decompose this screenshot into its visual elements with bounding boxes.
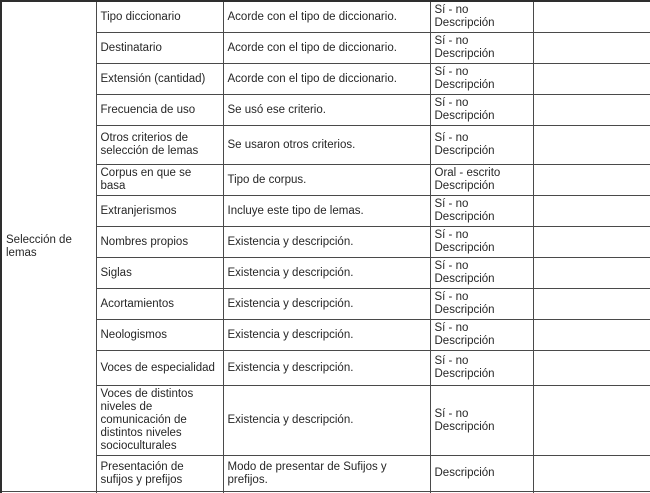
evaluation-line: Sí - no bbox=[434, 407, 469, 420]
criterion-cell: Siglas bbox=[96, 258, 223, 289]
group-label-cell: Selección de lemas bbox=[1, 1, 96, 492]
evaluation-line: Descripción bbox=[434, 335, 495, 347]
criterion-cell: Destinatario bbox=[96, 33, 223, 64]
empty-cell bbox=[533, 196, 650, 227]
table-row bbox=[1, 289, 650, 320]
evaluation-cell bbox=[430, 456, 533, 492]
evaluation-line: Descripción bbox=[434, 180, 495, 192]
criterion-cell: Voces de especialidad bbox=[96, 351, 223, 386]
empty-cell bbox=[533, 258, 650, 289]
table-row bbox=[1, 1, 650, 33]
evaluation-cell bbox=[430, 165, 533, 196]
criterion-cell: Extensión (cantidad) bbox=[96, 64, 223, 95]
evaluation-line: Sí - no bbox=[434, 66, 469, 78]
description-cell: Se usó ese criterio. bbox=[223, 95, 430, 126]
evaluation-line: Descripción bbox=[434, 79, 495, 91]
description-cell: Existencia y descripción. bbox=[223, 320, 430, 351]
table-row bbox=[1, 320, 650, 351]
evaluation-line: Descripción bbox=[434, 304, 495, 316]
description-cell: Existencia y descripción. bbox=[223, 351, 430, 386]
evaluation-cell bbox=[430, 386, 533, 456]
evaluation-line: Sí - no bbox=[434, 260, 469, 272]
evaluation-cell bbox=[430, 95, 533, 126]
criterion-cell: Otros criterios de selección de lemas bbox=[96, 126, 223, 165]
evaluation-cell bbox=[430, 351, 533, 386]
evaluation-line: Sí - no bbox=[434, 291, 469, 303]
table-row bbox=[1, 126, 650, 165]
empty-cell bbox=[533, 165, 650, 196]
evaluation-cell bbox=[430, 320, 533, 351]
criterion-cell: Frecuencia de uso bbox=[96, 95, 223, 126]
evaluation-line: Sí - no bbox=[434, 198, 469, 210]
evaluation-line: Descripción bbox=[434, 242, 495, 254]
evaluation-line: Sí - no bbox=[434, 322, 469, 334]
table-row bbox=[1, 351, 650, 386]
empty-cell bbox=[533, 351, 650, 386]
evaluation-cell bbox=[430, 227, 533, 258]
empty-cell bbox=[533, 456, 650, 492]
evaluation-cell bbox=[430, 196, 533, 227]
criterion-cell: Acortamientos bbox=[96, 289, 223, 320]
evaluation-cell bbox=[430, 64, 533, 95]
evaluation-line: Sí - no bbox=[434, 132, 469, 144]
empty-cell bbox=[533, 227, 650, 258]
description-cell: Acorde con el tipo de diccionario. bbox=[223, 64, 430, 95]
evaluation-line: Descripción bbox=[434, 145, 495, 157]
description-cell: Tipo de corpus. bbox=[223, 165, 430, 196]
criterion-cell: Neologismos bbox=[96, 320, 223, 351]
empty-cell bbox=[533, 64, 650, 95]
evaluation-line: Descripción bbox=[434, 467, 495, 479]
empty-cell bbox=[533, 126, 650, 165]
table-row bbox=[1, 165, 650, 196]
evaluation-line: Sí - no bbox=[434, 229, 469, 241]
evaluation-line: Descripción bbox=[434, 110, 495, 122]
evaluation-line: Descripción bbox=[434, 211, 495, 223]
evaluation-line: Sí - no bbox=[434, 35, 469, 47]
evaluation-cell bbox=[430, 289, 533, 320]
table-row bbox=[1, 64, 650, 95]
evaluation-cell bbox=[430, 33, 533, 64]
description-cell: Existencia y descripción. bbox=[223, 227, 430, 258]
evaluation-line: Descripción bbox=[434, 420, 495, 433]
criterion-cell: Extranjerismos bbox=[96, 196, 223, 227]
description-cell: Acorde con el tipo de diccionario. bbox=[223, 1, 430, 33]
empty-cell bbox=[533, 95, 650, 126]
evaluation-cell bbox=[430, 126, 533, 165]
description-cell: Existencia y descripción. bbox=[223, 289, 430, 320]
evaluation-cell bbox=[430, 258, 533, 289]
table-row bbox=[1, 386, 650, 456]
table-row bbox=[1, 95, 650, 126]
table-row bbox=[1, 196, 650, 227]
criterion-cell: Voces de distintos niveles de comunicación de distintos niveles socioculturales bbox=[96, 386, 223, 456]
evaluation-line: Descripción bbox=[434, 273, 495, 285]
empty-cell bbox=[533, 1, 650, 33]
description-cell: Existencia y descripción. bbox=[223, 386, 430, 456]
evaluation-line: Descripción bbox=[434, 48, 495, 60]
evaluation-line: Sí - no bbox=[434, 97, 469, 109]
evaluation-line: Descripción bbox=[434, 17, 495, 29]
table-row bbox=[1, 33, 650, 64]
description-cell: Incluye este tipo de lemas. bbox=[223, 196, 430, 227]
evaluation-line: Sí - no bbox=[434, 355, 469, 367]
description-cell: Modo de presentar de Sufijos y prefijos. bbox=[223, 456, 430, 492]
table-row bbox=[1, 258, 650, 289]
description-cell: Se usaron otros criterios. bbox=[223, 126, 430, 165]
empty-cell bbox=[533, 320, 650, 351]
criterion-cell: Presentación de sufijos y prefijos bbox=[96, 456, 223, 492]
criterion-cell: Nombres propios bbox=[96, 227, 223, 258]
evaluation-line: Oral - escrito bbox=[434, 167, 501, 179]
evaluation-line: Descripción bbox=[434, 368, 495, 380]
evaluation-cell bbox=[430, 1, 533, 33]
criterion-cell: Tipo diccionario bbox=[96, 1, 223, 33]
evaluation-line: Sí - no bbox=[434, 4, 469, 16]
description-cell: Existencia y descripción. bbox=[223, 258, 430, 289]
description-cell: Acorde con el tipo de diccionario. bbox=[223, 33, 430, 64]
table-row bbox=[1, 227, 650, 258]
empty-cell bbox=[533, 33, 650, 64]
table-row bbox=[1, 456, 650, 492]
empty-cell bbox=[533, 386, 650, 456]
empty-cell bbox=[533, 289, 650, 320]
criterion-cell: Corpus en que se basa bbox=[96, 165, 223, 196]
